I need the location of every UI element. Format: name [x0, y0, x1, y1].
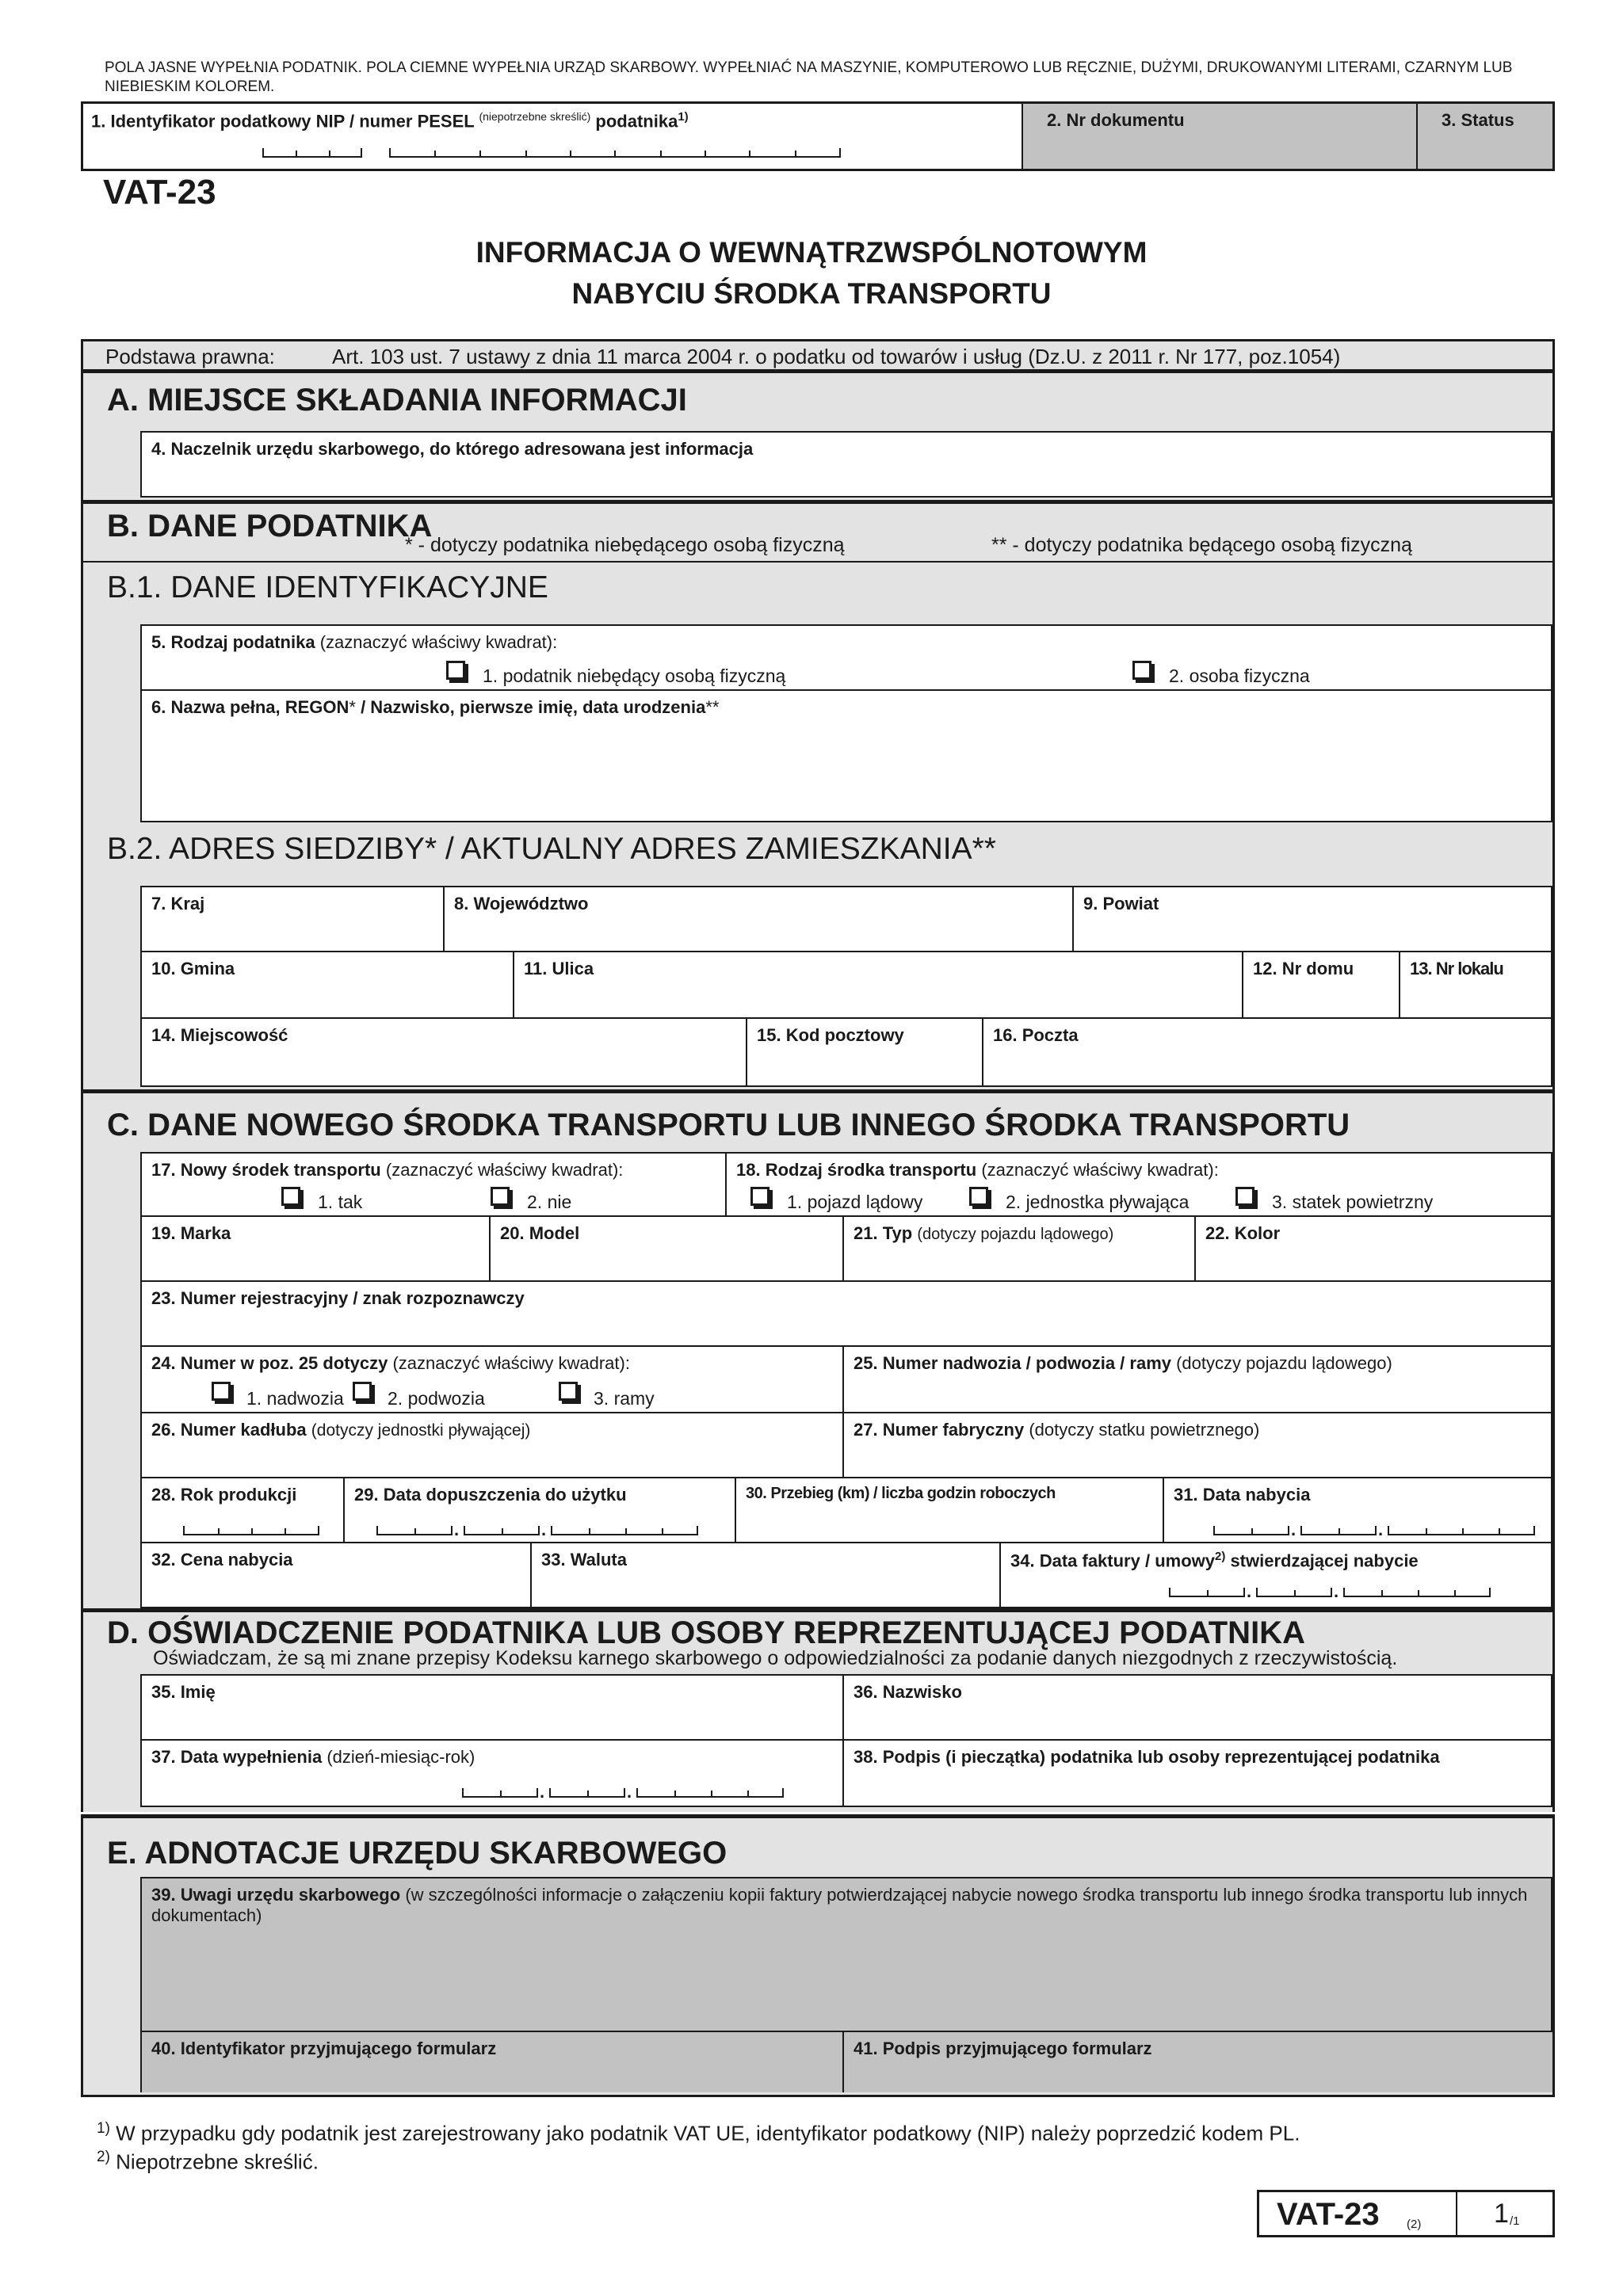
date-year-comb	[551, 1526, 698, 1535]
footnote-1	[97, 2120, 1300, 2146]
field-2-label: 2. Nr dokumentu	[1047, 110, 1185, 130]
field-18-label: 18. Rodzaj środka transportu (zaznaczyć właściwy kwadrat):	[736, 1160, 1219, 1180]
field-25-label: 25. Numer nadwozia / podwozia / ramy (dotyczy pojazdu lądowego)	[854, 1353, 1392, 1373]
footer-code-text: VAT-23	[1277, 2197, 1380, 2232]
option-chassis: 2. podwozia	[388, 1388, 485, 1409]
note-non-natural-person: * - dotyczy podatnika niebędącego osobą fizyczną	[405, 534, 845, 556]
checkbox-body[interactable]	[212, 1382, 231, 1401]
option-land-vehicle: 1. pojazd lądowy	[787, 1192, 923, 1212]
date-separator: .	[1247, 1581, 1252, 1601]
checkbox-vessel[interactable]	[969, 1187, 988, 1206]
checkbox-aircraft[interactable]	[1235, 1187, 1254, 1206]
date-month-comb	[464, 1526, 540, 1535]
field-24-label: 24. Numer w poz. 25 dotyczy (zaznaczyć właściwy kwadrat):	[151, 1353, 630, 1373]
checkbox-new-no[interactable]	[491, 1187, 510, 1206]
field-27-factory-number[interactable]	[844, 1413, 1552, 1478]
field-32-label: 32. Cena nabycia	[151, 1550, 293, 1569]
footer-page	[1457, 2192, 1552, 2235]
section-c	[81, 1093, 1555, 1608]
field-8-voivodeship[interactable]	[445, 886, 1074, 952]
field-39-label: 39. Uwagi urzędu skarbowego (w szczególności informacje o załączeniu kopii faktury potwierdzającej nabycie nowego środka transportu lub innego środka transportu lub innych dokumentach)	[151, 1885, 1528, 1925]
date-separator: .	[541, 1520, 547, 1539]
field-1-label: 1. Identyfikator podatkowy NIP / numer PESEL $^{(niepotrzebne skreślić)}$ podatnika$^{1)}$	[91, 110, 689, 132]
date-separator: .	[1334, 1581, 1339, 1601]
field-18-transport-kind	[727, 1152, 1552, 1217]
field-3-label: 3. Status	[1442, 110, 1514, 130]
field-11-label: 11. Ulica	[524, 959, 594, 978]
legal-basis	[81, 339, 1555, 369]
checkbox-land-vehicle[interactable]	[750, 1187, 769, 1206]
field-5-taxpayer-type	[140, 624, 1552, 691]
checkbox-frame[interactable]	[559, 1382, 578, 1401]
field-12-label: 12. Nr domu	[1253, 959, 1354, 978]
field-20-label: 20. Model	[500, 1223, 580, 1243]
field-36-label: 36. Nazwisko	[854, 1682, 962, 1702]
date-separator: .	[454, 1520, 460, 1539]
field-31-label: 31. Data nabycia	[1174, 1485, 1311, 1505]
footnote-2-mark: 2)	[97, 2149, 110, 2165]
legal-basis-label: Podstawa prawna:	[105, 345, 275, 368]
field-10-label: 10. Gmina	[151, 959, 235, 978]
field-3-status	[1418, 104, 1552, 169]
date-day-comb	[1213, 1526, 1289, 1535]
footnote-1-text: W przypadku gdy podatnik jest zarejestrowany jako podatnik VAT UE, identyfikator podatkowy (NIP) należy poprzedzić kodem PL.	[116, 2121, 1300, 2145]
field-34-label: 34. Data faktury / umowy$^{2)}$ stwierdzającej nabycie	[1010, 1550, 1419, 1571]
field-17-label: 17. Nowy środek transportu (zaznaczyć właściwy kwadrat):	[151, 1160, 624, 1180]
field-37-label: 37. Data wypełnienia (dzień-miesiąc-rok)	[151, 1747, 475, 1767]
date-separator: .	[627, 1782, 632, 1802]
field-9-county[interactable]	[1074, 886, 1552, 952]
field-19-brand[interactable]	[140, 1217, 491, 1282]
section-b-title: B. DANE PODATNIKA	[107, 509, 433, 543]
field-40-receiver-id	[140, 2032, 844, 2092]
field-29-admission-date[interactable]	[345, 1478, 736, 1543]
header-box	[81, 101, 1555, 171]
checkbox-new-yes[interactable]	[281, 1187, 300, 1206]
statement-text: Oświadczam, że są mi znane przepisy Kodeksu karnego skarbowego o odpowiedzialności za podanie danych niezgodnych z rzeczywistością.	[153, 1647, 1398, 1669]
footer-form-code	[1259, 2192, 1457, 2235]
field-28-label: 28. Rok produkcji	[151, 1485, 297, 1505]
checkbox-not-natural-person[interactable]	[446, 661, 465, 680]
field-39-office-notes	[140, 1877, 1552, 2032]
date-year-comb	[636, 1788, 784, 1798]
field-31-acquisition-date[interactable]	[1164, 1478, 1552, 1543]
section-d	[81, 1612, 1555, 1812]
section-c-title: C. DANE NOWEGO ŚRODKA TRANSPORTU LUB INNEGO ŚRODKA TRANSPORTU	[107, 1108, 1350, 1142]
footer-version: (2)	[1407, 2218, 1422, 2231]
note-natural-person: ** - dotyczy podatnika będącego osobą fizyczną	[991, 534, 1412, 556]
field-5-label: 5. Rodzaj podatnika (zaznaczyć właściwy kwadrat):	[151, 632, 558, 652]
field-11-street[interactable]	[514, 952, 1243, 1019]
footnote-2	[97, 2149, 319, 2175]
subsection-b2-title: B.2. ADRES SIEDZIBY* / AKTUALNY ADRES ZAMIESZKANIA**	[107, 832, 996, 866]
field-14-label: 14. Miejscowość	[151, 1025, 288, 1045]
field-27-label: 27. Numer fabryczny (dotyczy statku powietrznego)	[854, 1420, 1260, 1440]
option-not-natural-person: 1. podatnik niebędący osobą fizyczną	[483, 666, 786, 686]
date-day-comb	[376, 1526, 453, 1535]
field-30-label: 30. Przebieg (km) / liczba godzin roboczych	[746, 1485, 1056, 1502]
date-month-comb	[549, 1788, 625, 1798]
field-16-post-office[interactable]	[983, 1019, 1552, 1087]
section-d-title: D. OŚWIADCZENIE PODATNIKA LUB OSOBY REPREZENTUJĄCEJ PODATNIKA	[107, 1615, 1305, 1650]
form-title-line-1: INFORMACJA O WEWNĄTRZWSPÓLNOTOWYM	[475, 236, 1148, 269]
field-4-label: 4. Naczelnik urzędu skarbowego, do którego adresowana jest informacja	[151, 439, 754, 459]
field-19-label: 19. Marka	[151, 1223, 231, 1243]
nip-prefix-comb	[262, 148, 362, 158]
field-30-mileage[interactable]	[736, 1478, 1164, 1543]
date-year-comb	[1343, 1588, 1491, 1597]
subsection-b1-title: B.1. DANE IDENTYFIKACYJNE	[107, 570, 548, 605]
checkbox-chassis[interactable]	[353, 1382, 372, 1401]
footer-code-box	[1257, 2190, 1555, 2237]
fill-instructions: POLA JASNE WYPEŁNIA PODATNIK. POLA CIEMNE WYPEŁNIA URZĄD SKARBOWY. WYPEŁNIAĆ NA MASZYNIE, KOMPUTEROWO LUB RĘCZNIE, DUŻYMI, DRUKOWANYMI LITERAMI, CZARNYM LUB NIEBIESKIM KOLOREM.	[105, 59, 1513, 95]
field-6-label: 6. Nazwa pełna, REGON* / Nazwisko, pierwsze imię, data urodzenia**	[151, 697, 720, 717]
field-14-city[interactable]	[140, 1019, 747, 1087]
field-33-currency[interactable]	[532, 1543, 1001, 1608]
date-separator: .	[1291, 1520, 1296, 1539]
field-36-last-name[interactable]	[844, 1674, 1552, 1741]
field-22-label: 22. Kolor	[1205, 1223, 1281, 1243]
date-month-comb	[1256, 1588, 1332, 1597]
option-natural-person: 2. osoba fizyczna	[1169, 666, 1310, 686]
field-29-label: 29. Data dopuszczenia do użytku	[354, 1485, 627, 1505]
field-2-doc-number	[1023, 104, 1418, 169]
footer-page-number: 1	[1494, 2199, 1509, 2229]
field-8-label: 8. Województwo	[454, 894, 589, 913]
field-32-price[interactable]	[140, 1543, 532, 1608]
field-7-label: 7. Kraj	[151, 894, 205, 913]
field-21-label: 21. Typ (dotyczy pojazdu lądowego)	[854, 1223, 1114, 1243]
field-38-label: 38. Podpis (i pieczątka) podatnika lub osoby reprezentującej podatnika	[854, 1747, 1440, 1767]
section-a-title: A. MIEJSCE SKŁADANIA INFORMACJI	[107, 383, 687, 418]
legal-basis-text: Art. 103 ust. 7 ustawy z dnia 11 marca 2004 r. o podatku od towarów i usług (Dz.U. z 2011 r. Nr 177, poz.1054)	[332, 345, 1341, 368]
field-35-label: 35. Imię	[151, 1682, 216, 1702]
checkbox-natural-person[interactable]	[1132, 661, 1151, 680]
field-20-model[interactable]	[491, 1217, 844, 1282]
field-13-apartment-number[interactable]	[1400, 952, 1552, 1019]
footer-page-total: /1	[1510, 2214, 1520, 2228]
field-17-new-transport	[140, 1152, 727, 1217]
option-aircraft: 3. statek powietrzny	[1272, 1192, 1434, 1212]
field-6-name[interactable]	[140, 691, 1552, 822]
field-10-commune[interactable]	[140, 952, 514, 1019]
footnote-2-text: Niepotrzebne skreślić.	[116, 2149, 319, 2174]
field-15-postal-code[interactable]	[747, 1019, 983, 1087]
field-16-label: 16. Poczta	[993, 1025, 1079, 1045]
option-body: 1. nadwozia	[246, 1388, 344, 1409]
form-code: VAT-23	[103, 173, 216, 212]
date-separator: .	[1378, 1520, 1384, 1539]
section-e	[81, 1818, 1555, 2097]
date-day-comb	[1169, 1588, 1245, 1597]
field-25-vin[interactable]	[844, 1347, 1552, 1413]
field-35-first-name[interactable]	[140, 1674, 844, 1741]
section-e-title: E. ADNOTACJE URZĘDU SKARBOWEGO	[107, 1836, 727, 1871]
field-26-hull-number[interactable]	[140, 1413, 844, 1478]
field-7-country[interactable]	[140, 886, 445, 952]
field-12-house-number[interactable]	[1243, 952, 1400, 1019]
field-23-registration[interactable]	[140, 1282, 1552, 1347]
option-new-no: 2. nie	[527, 1192, 572, 1212]
field-37-fill-date[interactable]	[140, 1741, 844, 1807]
field-26-label: 26. Numer kadłuba (dotyczy jednostki pływającej)	[151, 1420, 531, 1440]
field-24-number-refers	[140, 1347, 844, 1413]
date-year-comb	[1388, 1526, 1535, 1535]
nip-digits-comb	[389, 148, 841, 158]
date-separator: .	[540, 1782, 545, 1802]
field-23-label: 23. Numer rejestracyjny / znak rozpoznawczy	[151, 1288, 525, 1308]
field-41-receiver-signature	[844, 2032, 1552, 2092]
field-13-label: 13. Nr lokalu	[1410, 959, 1503, 978]
form-title-line-2: NABYCIU ŚRODKA TRANSPORTU	[571, 277, 1052, 310]
field-41-label: 41. Podpis przyjmującego formularz	[854, 2039, 1152, 2058]
divider	[83, 561, 1552, 563]
field-28-production-year[interactable]	[140, 1478, 345, 1543]
year-comb	[183, 1526, 319, 1535]
field-38-signature[interactable]	[844, 1741, 1552, 1807]
field-34-invoice-date[interactable]	[1001, 1543, 1552, 1608]
date-day-comb	[462, 1788, 538, 1798]
option-frame: 3. ramy	[594, 1388, 655, 1409]
section-b	[81, 504, 1555, 1089]
footnote-1-mark: 1)	[97, 2120, 110, 2137]
option-vessel: 2. jednostka pływająca	[1006, 1192, 1190, 1212]
field-15-label: 15. Kod pocztowy	[757, 1025, 904, 1045]
field-4-tax-office[interactable]	[140, 431, 1552, 498]
field-22-color[interactable]	[1196, 1217, 1552, 1282]
field-33-label: 33. Waluta	[541, 1550, 627, 1569]
section-a	[81, 373, 1555, 500]
field-9-label: 9. Powiat	[1083, 894, 1159, 913]
field-1-nip-pesel[interactable]	[83, 104, 1023, 169]
field-21-type[interactable]	[844, 1217, 1196, 1282]
field-40-label: 40. Identyfikator przyjmującego formularz	[151, 2039, 497, 2058]
option-new-yes: 1. tak	[318, 1192, 363, 1212]
date-month-comb	[1300, 1526, 1377, 1535]
